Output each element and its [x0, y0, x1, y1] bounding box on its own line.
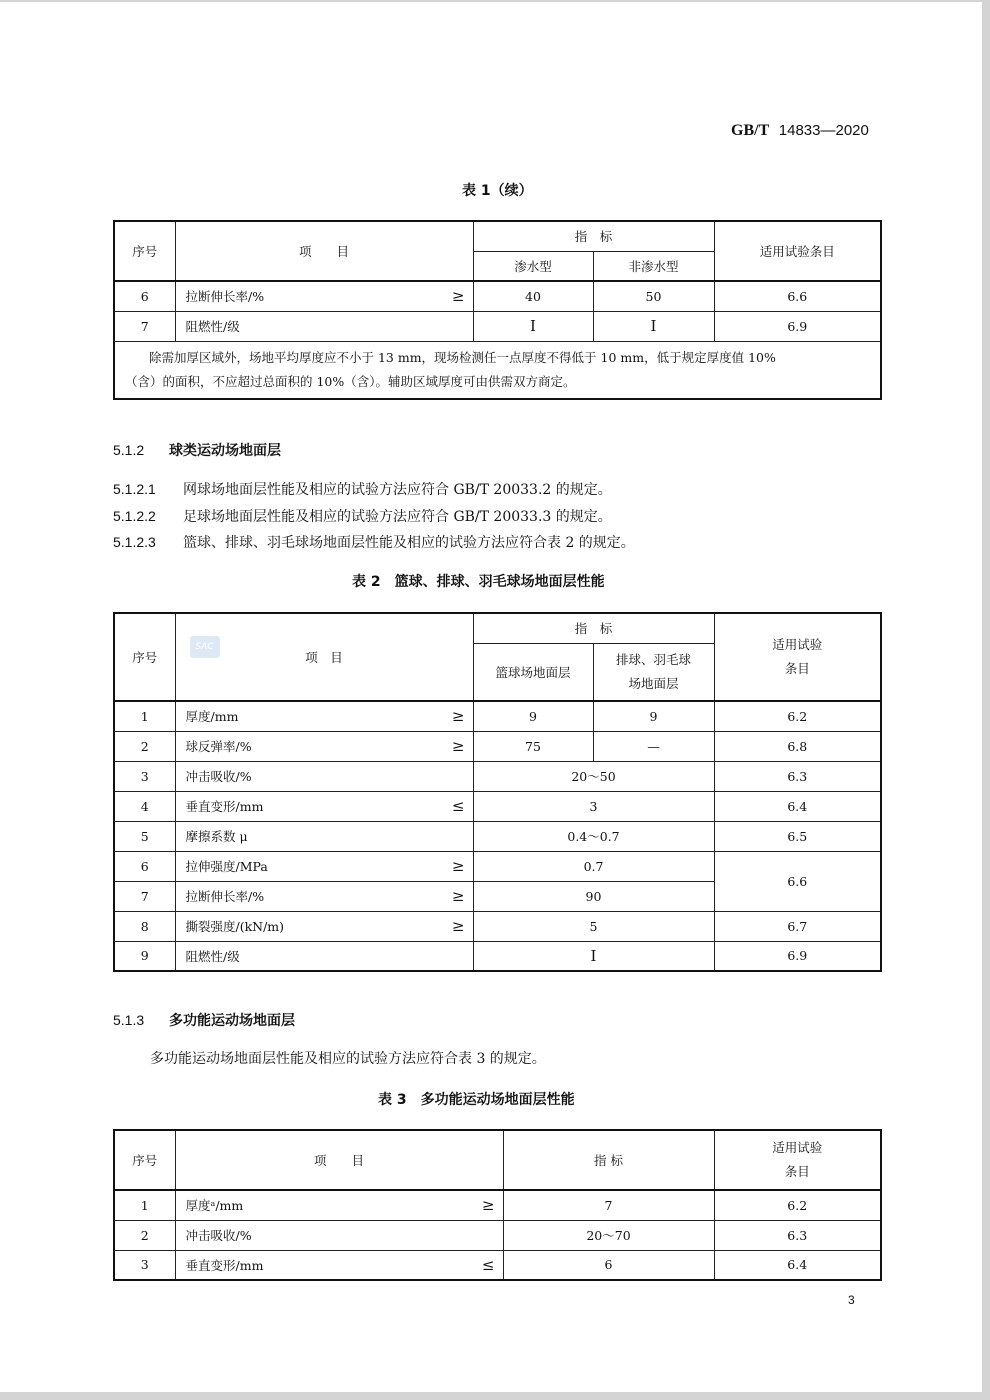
note-line-2: （含）的面积，不应超过总面积的 10%（含）。辅助区域厚度可由供需双方商定。	[125, 373, 576, 389]
row-value: 20～50	[473, 761, 714, 791]
section-title: 多功能运动场地面层	[169, 1013, 295, 1029]
table2-caption: 表 2 篮球、排球、羽毛球场地面层性能	[352, 574, 605, 590]
row-value: 6	[503, 1250, 714, 1280]
clause-text: 篮球、排球、羽毛球场地面层性能及相应的试验方法应符合表 2 的规定。	[183, 535, 635, 551]
row-item	[175, 311, 473, 341]
row-item	[175, 761, 473, 791]
row-item-label: 撕裂强度/(kN/m)	[185, 919, 285, 934]
header-sub2-line-1: 排球、羽毛球	[616, 651, 692, 667]
row-item	[175, 911, 473, 941]
row-item-label: 拉断伸长率/%	[185, 289, 265, 305]
row-seq: 4	[114, 791, 175, 821]
header-indicator: 指 标	[503, 1130, 714, 1190]
standard-code: 14833—2020	[778, 122, 869, 139]
row-item	[175, 281, 473, 311]
table-row	[114, 731, 881, 761]
header-indicator: 指 标	[473, 613, 714, 643]
header-clause	[714, 613, 881, 701]
row-item-label: 厚度/mm	[185, 709, 239, 725]
row-item-label: 冲击吸收/%	[185, 1228, 252, 1243]
row-item	[175, 1220, 503, 1250]
row-clause: 6.3	[714, 1220, 881, 1250]
row-clause: 6.2	[714, 701, 881, 731]
comparison-operator: ≤	[451, 797, 465, 815]
header-volleyball-badminton	[593, 643, 714, 701]
row-seq: 5	[114, 821, 175, 851]
table-note-row	[114, 341, 881, 399]
row-item	[175, 731, 473, 761]
row-seq: 8	[114, 911, 175, 941]
header-indicator: 指 标	[473, 221, 714, 251]
row-value: 7	[503, 1190, 714, 1220]
row-clause: 6.4	[714, 791, 881, 821]
clause-number: 5.1.2.2	[113, 508, 156, 524]
row-item-label: 摩擦系数 μ	[185, 829, 248, 844]
table-row	[114, 941, 881, 971]
header-item	[175, 613, 473, 701]
table-row	[114, 791, 881, 821]
row-clause: 6.6	[714, 851, 881, 911]
header-permeable: 渗水型	[473, 251, 593, 281]
table-row	[114, 1220, 881, 1250]
row-seq: 6	[114, 851, 175, 881]
table-row	[114, 851, 881, 881]
row-seq: 1	[114, 701, 175, 731]
row-value: 5	[473, 911, 714, 941]
row-seq: 6	[114, 281, 175, 311]
table-row	[114, 911, 881, 941]
row-seq: 3	[114, 1250, 175, 1280]
header-seq: 序号	[114, 1130, 175, 1190]
table-row	[114, 281, 881, 311]
row-item-label: 球反弹率/%	[185, 739, 252, 754]
standard-prefix: GB/T	[731, 122, 770, 139]
table-row	[114, 821, 881, 851]
row-item-label: 垂直变形/mm	[185, 1257, 264, 1273]
row-clause: 6.8	[714, 731, 881, 761]
header-sub2-line-2: 场地面层	[628, 675, 679, 691]
row-item	[175, 821, 473, 851]
table-row	[114, 1190, 881, 1220]
row-value-volleyball: 9	[593, 701, 714, 731]
header-seq: 序号	[114, 613, 175, 701]
row-item	[175, 1190, 503, 1220]
section-heading-5-1-3	[113, 1010, 295, 1030]
table1-caption: 表 1（续）	[462, 183, 533, 199]
page-number: 3	[848, 1293, 855, 1307]
table-3	[113, 1129, 882, 1281]
row-clause: 6.3	[714, 761, 881, 791]
comparison-operator: ≥	[451, 857, 465, 875]
clause-number: 5.1.2.1	[113, 481, 156, 497]
row-value-non-permeable: Ⅰ	[593, 311, 714, 341]
row-seq: 7	[114, 881, 175, 911]
row-item-label: 阻燃性/级	[185, 948, 240, 964]
table-2	[113, 612, 882, 972]
sac-watermark-logo: SAC	[190, 636, 220, 658]
row-item	[175, 941, 473, 971]
clause-text: 足球场地面层性能及相应的试验方法应符合 GB/T 20033.3 的规定。	[183, 509, 612, 525]
clause-5-1-2-1	[113, 479, 612, 499]
row-item	[175, 851, 473, 881]
comparison-operator: ≥	[451, 287, 465, 306]
row-value-permeable: 40	[473, 281, 593, 311]
table-row	[114, 701, 881, 731]
row-item-label: 厚度ᵃ/mm	[185, 1198, 244, 1214]
section-number: 5.1.3	[113, 1012, 145, 1028]
row-clause: 6.6	[714, 281, 881, 311]
clause-number: 5.1.2.3	[113, 534, 156, 550]
row-item	[175, 1250, 503, 1280]
row-value: 3	[473, 791, 714, 821]
row-item	[175, 701, 473, 731]
table3-caption: 表 3 多功能运动场地面层性能	[378, 1092, 575, 1108]
section-title: 球类运动场地面层	[169, 443, 281, 459]
row-item	[175, 881, 473, 911]
section-heading-5-1-2	[113, 440, 281, 460]
row-seq: 3	[114, 761, 175, 791]
header-clause	[714, 1130, 881, 1190]
row-clause: 6.7	[714, 911, 881, 941]
row-value-non-permeable: 50	[593, 281, 714, 311]
row-clause: 6.4	[714, 1250, 881, 1280]
row-seq: 1	[114, 1190, 175, 1220]
comparison-operator: ≥	[451, 917, 465, 935]
row-value-permeable: Ⅰ	[473, 311, 593, 341]
clause-5-1-2-2	[113, 506, 612, 526]
row-item-label: 冲击吸收/%	[185, 769, 252, 784]
document-page	[0, 2, 982, 1392]
row-value: Ⅰ	[473, 941, 714, 971]
row-value-basketball: 9	[473, 701, 593, 731]
header-seq: 序号	[114, 221, 175, 281]
section-5-1-3-text: 多功能运动场地面层性能及相应的试验方法应符合表 3 的规定。	[150, 1051, 546, 1067]
header-item-label: 项 目	[305, 650, 343, 665]
row-clause: 6.9	[714, 941, 881, 971]
row-clause: 6.9	[714, 311, 881, 341]
header-item: 项 目	[175, 1130, 503, 1190]
clause-5-1-2-3	[113, 532, 635, 552]
row-clause: 6.5	[714, 821, 881, 851]
header-clause-line-2: 条目	[784, 661, 810, 676]
row-seq: 7	[114, 311, 175, 341]
row-seq: 9	[114, 941, 175, 971]
row-value-volleyball: —	[593, 731, 714, 761]
row-seq: 2	[114, 1220, 175, 1250]
comparison-operator: ≥	[451, 887, 465, 905]
note-line-1: 除需加厚区域外，场地平均厚度应不小于 13 mm，现场检测任一点厚度不得低于 10 mm，低于规定厚度值 10%	[149, 349, 776, 365]
row-value: 20～70	[503, 1220, 714, 1250]
row-value: 0.7	[473, 851, 714, 881]
header-clause: 适用试验条目	[714, 221, 881, 281]
row-seq: 2	[114, 731, 175, 761]
header-clause-line-2: 条目	[784, 1164, 810, 1179]
row-item-label: 拉断伸长率/%	[185, 889, 265, 904]
comparison-operator: ≤	[481, 1255, 495, 1274]
table-row	[114, 311, 881, 341]
table-1	[113, 220, 882, 400]
row-item	[175, 791, 473, 821]
clause-text: 网球场地面层性能及相应的试验方法应符合 GB/T 20033.2 的规定。	[183, 482, 612, 498]
table-row	[114, 761, 881, 791]
row-item-label: 拉伸强度/MPa	[185, 859, 268, 874]
row-value: 90	[473, 881, 714, 911]
header-clause-line-1: 适用试验	[772, 1140, 823, 1155]
header-non-permeable: 非渗水型	[593, 251, 714, 281]
comparison-operator: ≥	[451, 707, 465, 726]
row-value-basketball: 75	[473, 731, 593, 761]
standard-number	[731, 121, 869, 140]
section-number: 5.1.2	[113, 442, 145, 458]
header-item: 项 目	[175, 221, 473, 281]
comparison-operator: ≥	[481, 1196, 495, 1215]
header-clause-line-1: 适用试验	[772, 637, 823, 652]
header-basketball: 篮球场地面层	[473, 643, 593, 701]
row-item-label: 阻燃性/级	[185, 319, 240, 334]
row-item-label: 垂直变形/mm	[185, 799, 264, 814]
row-clause: 6.2	[714, 1190, 881, 1220]
comparison-operator: ≥	[451, 737, 465, 755]
table-row	[114, 1250, 881, 1280]
table-note	[114, 341, 881, 399]
row-value: 0.4～0.7	[473, 821, 714, 851]
